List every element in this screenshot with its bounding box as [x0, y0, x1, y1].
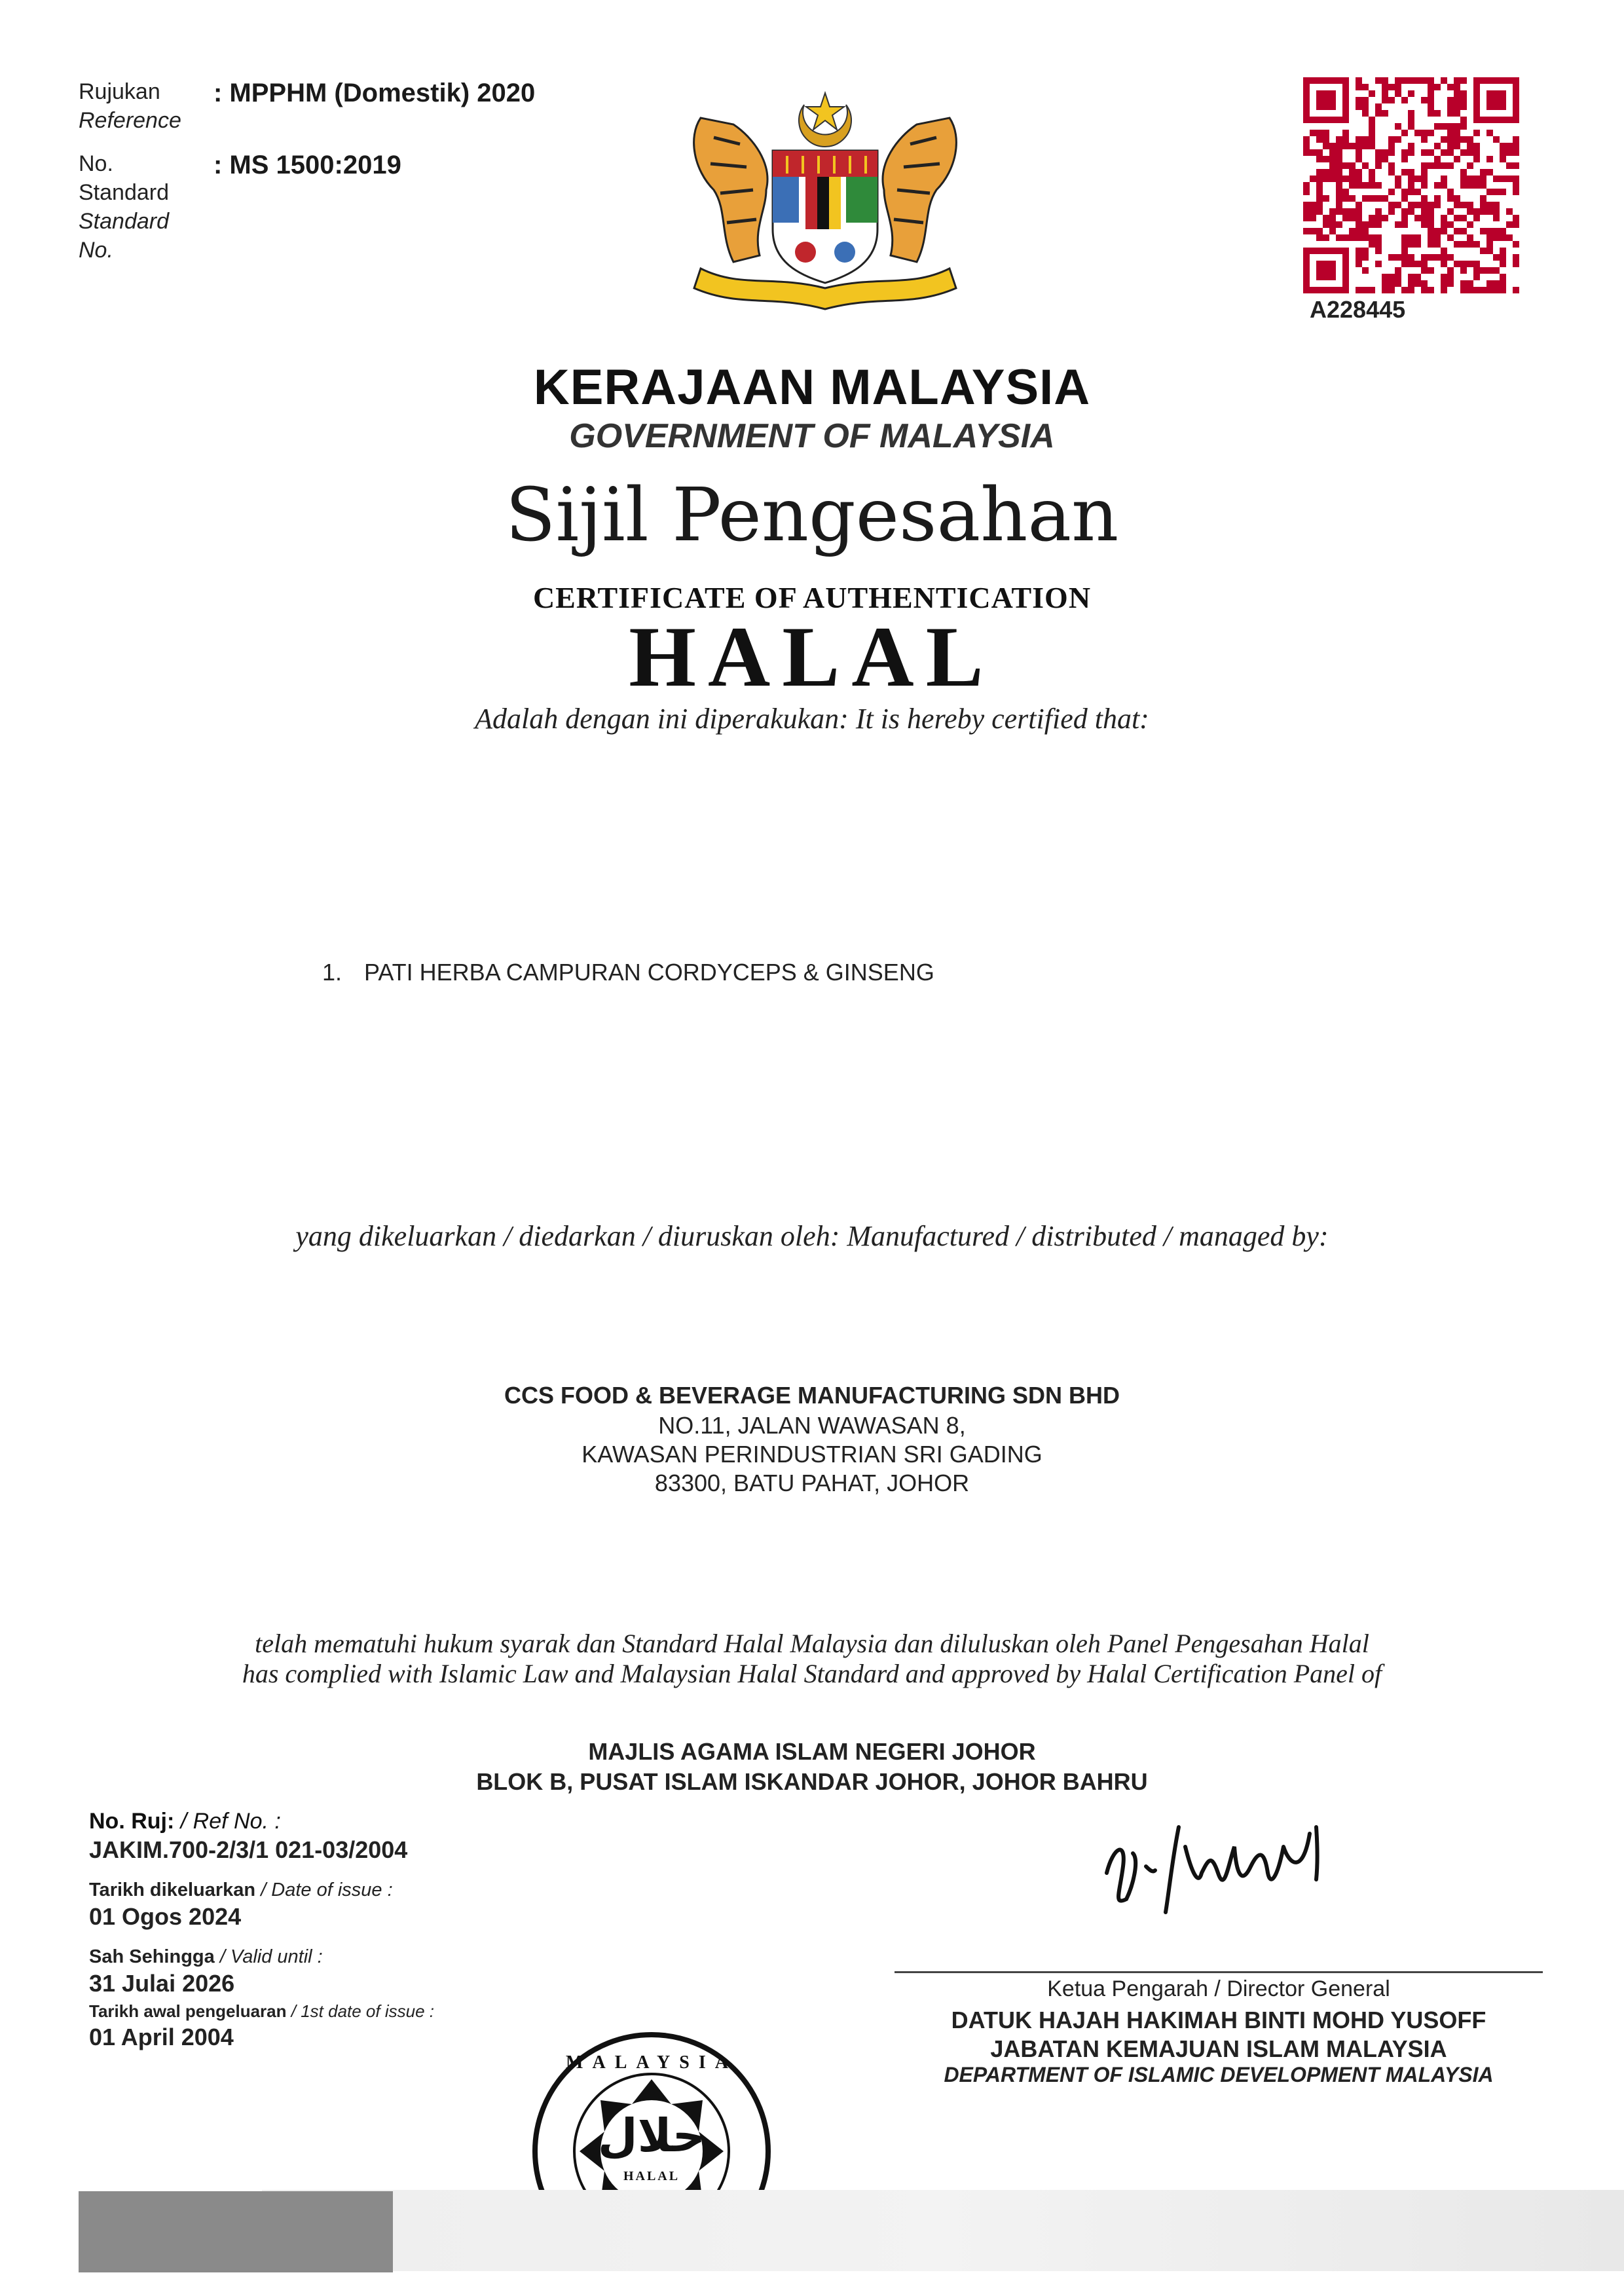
product-name: PATI HERBA CAMPURAN CORDYCEPS & GINSENG [364, 959, 934, 986]
government-title-en: GOVERNMENT OF MALAYSIA [569, 417, 1055, 455]
manufacturer-address-1: NO.11, JALAN WAWASAN 8, [658, 1412, 966, 1439]
compliance-line-ms: telah mematuhi hukum syarak dan Standard Halal Malaysia dan diluluskan oleh Panel Pengesahan Halal [255, 1629, 1369, 1658]
halal-arabic-text: حلال [597, 2109, 706, 2162]
certified-statement: Adalah dengan ini diperakukan: It is hereby certified that: [475, 703, 1149, 735]
signatory-department-en: DEPARTMENT OF ISLAMIC DEVELOPMENT MALAYSIA [944, 2063, 1494, 2086]
certificate-title-en: CERTIFICATE OF AUTHENTICATION [532, 581, 1092, 614]
signature-image [1087, 1807, 1362, 1925]
signatory-department-ms: JABATAN KEMAJUAN ISLAM MALAYSIA [990, 2035, 1447, 2062]
valid-until-label: Sah Sehingga / Valid until : [89, 1946, 323, 1967]
watermark-band [262, 2190, 1624, 2271]
ref-no-label: No. Ruj: / Ref No. : [89, 1809, 281, 1834]
authority-address: BLOK B, PUSAT ISLAM ISKANDAR JOHOR, JOHOR BAHRU [476, 1768, 1148, 1795]
manufacturer-intro: yang dikeluarkan / diedarkan / diuruskan oleh: Manufactured / distributed / managed by: [295, 1220, 1329, 1252]
first-issue-value: 01 April 2004 [89, 2024, 234, 2050]
issue-date-value: 01 Ogos 2024 [89, 1903, 242, 1930]
halal-latin-text: HALAL [623, 2169, 680, 2183]
coat-of-arms-emblem [674, 79, 976, 314]
issue-date-label: Tarikh dikeluarkan / Date of issue : [89, 1879, 393, 1900]
valid-until-value: 31 Julai 2026 [89, 1970, 235, 1997]
manufacturer-address-2: KAWASAN PERINDUSTRIAN SRI GADING [581, 1441, 1043, 1468]
ref-no-value: JAKIM.700-2/3/1 021-03/2004 [89, 1836, 408, 1863]
reference-value: : MPPHM (Domestik) 2020 [213, 79, 536, 107]
standard-label: No. Standard Standard No. [79, 151, 169, 263]
government-title-ms: KERAJAAN MALAYSIA [533, 360, 1091, 415]
manufacturer-name: CCS FOOD & BEVERAGE MANUFACTURING SDN BHD [504, 1382, 1120, 1409]
signatory-role: Ketua Pengarah / Director General [1047, 1976, 1390, 2001]
halal-ring-text: MALAYSIA [566, 2052, 737, 2073]
standard-value: : MS 1500:2019 [213, 151, 401, 179]
signature-line [895, 1971, 1543, 1973]
reference-label: Rujukan Reference [79, 79, 181, 133]
certificate-title-ms: Sijil Pengesahan [505, 473, 1119, 558]
signatory-name: DATUK HAJAH HAKIMAH BINTI MOHD YUSOFF [951, 2007, 1486, 2033]
serial-number: A228445 [1310, 296, 1406, 323]
hologram-strip [79, 2191, 393, 2272]
compliance-line-en: has complied with Islamic Law and Malaysian Halal Standard and approved by Halal Certification Panel of [242, 1659, 1382, 1688]
qr-code [1303, 77, 1519, 293]
authority-name: MAJLIS AGAMA ISLAM NEGERI JOHOR [588, 1738, 1036, 1765]
manufacturer-address-3: 83300, BATU PAHAT, JOHOR [654, 1470, 970, 1496]
product-number: 1. [322, 959, 342, 986]
first-issue-label: Tarikh awal pengeluaran / 1st date of issue : [89, 2001, 434, 2021]
halal-title: HALAL [629, 608, 995, 705]
